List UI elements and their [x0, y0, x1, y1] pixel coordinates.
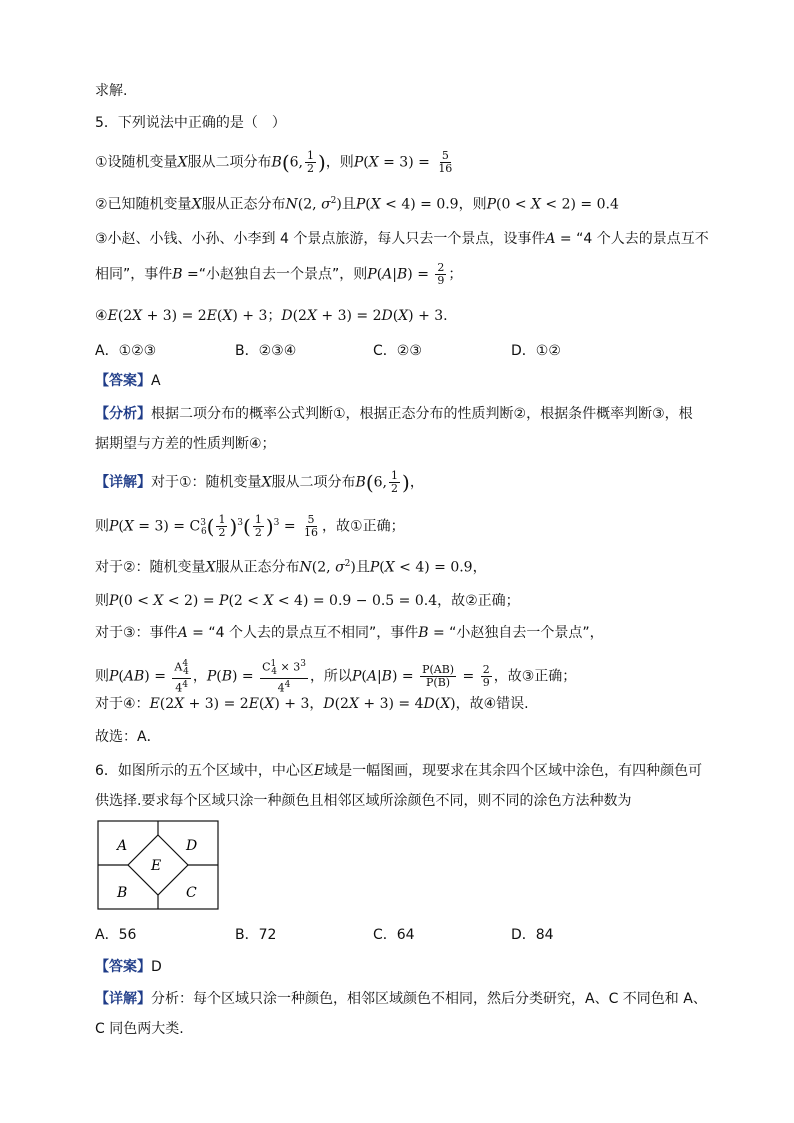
- answer-value: D: [151, 959, 162, 975]
- statement-2: ②已知随机变量X服从正态分布N(2, $\sigma^2$)且P(X < 4) = 0.9，则P(0 < X < 2) = 0.4: [95, 196, 619, 213]
- option-c[interactable]: C．64: [373, 927, 415, 943]
- text-line: 求解.: [95, 83, 128, 99]
- detail-line-3: 对于②：随机变量X服从正态分布N(2, $\sigma^2$)且P(X < 4) = 0.9，: [95, 559, 487, 576]
- question-5-stem: 5．下列说法中正确的是（ ）: [95, 115, 286, 131]
- detail-tag: 【详解】: [95, 474, 151, 491]
- answer-value: A: [151, 373, 161, 389]
- label-a: A: [117, 838, 128, 854]
- answer-line-6: [95, 956, 162, 978]
- option-d[interactable]: D．①②: [511, 343, 561, 359]
- answer-line: [95, 370, 161, 392]
- detail-line-6: 则P(AB) = $\frac{A^4_4}{4^4}$ ，P(B) = $\frac{C^1_4 \times 3^3}{4^4}$ ，所以P(A|B) = $\frac{P(AB)}{P(B)}$ = $\frac{2}{9}$ ，故③正确；: [95, 659, 577, 695]
- answer-tag: 【答案】: [95, 959, 151, 975]
- question-6-line-1: 6．如图所示的五个区域中，中心区E域是一幅图画，现要求在其余四个区域中涂色，有四种颜色可: [95, 763, 703, 779]
- label-b: B: [117, 885, 128, 901]
- option-c[interactable]: C．②③: [373, 343, 422, 359]
- statement-4: ④E(2X + 3) = 2E(X) + 3；D(2X + 3) = 2D(X) + 3.: [95, 308, 448, 324]
- label-c: C: [186, 885, 197, 901]
- detail-6-line-2: C 同色两大类.: [95, 1021, 184, 1037]
- statement-3-line-1: ③小赵、小钱、小孙、小李到 4 个景点旅游，每人只去一个景点，设事件A = “4 个人去的景点互不: [95, 231, 709, 247]
- detail-tag: 【详解】: [95, 991, 151, 1007]
- option-b[interactable]: B．②③④: [235, 343, 297, 359]
- detail-line-7: 对于④：E(2X + 3) = 2E(X) + 3，D(2X + 3) = 4D(X)，故④错误.: [95, 696, 529, 712]
- analysis-line-1: 【分析】根据二项分布的概率公式判断①，根据正态分布的性质判断②，根据条件概率判断③，根: [95, 406, 693, 422]
- option-a[interactable]: A．56: [95, 927, 137, 943]
- answer-tag: 【答案】: [95, 373, 151, 389]
- analysis-line-2: 据期望与方差的性质判断④；: [95, 436, 276, 452]
- region-diagram: [97, 820, 219, 910]
- question-5-options: [95, 340, 561, 362]
- detail-line-1: 【详解】对于①：随机变量X服从二项分布B(6, $\frac{1}{2}$ )，: [95, 469, 424, 495]
- label-e: E: [151, 858, 162, 874]
- question-6-options: [95, 924, 554, 946]
- option-a[interactable]: A．①②③: [95, 343, 157, 359]
- option-b[interactable]: B．72: [235, 927, 277, 943]
- selection-line: 故选：A．: [95, 729, 161, 745]
- label-d: D: [186, 838, 198, 854]
- analysis-tag: 【分析】: [95, 406, 151, 422]
- detail-line-4: 则P(0 < X < 2) = P(2 < X < 4) = 0.9 − 0.5 = 0.4，故②正确；: [95, 593, 520, 609]
- statement-3-line-2: 相同”，事件B =“小赵独自去一个景点”，则P(A|B) = $\frac{2}{9}$ ；: [95, 261, 463, 287]
- statement-1: ①设随机变量X服从二项分布B(6, $\frac{1}{2}$ )，则P(X = 3) = $\frac{5}{16}$: [95, 149, 453, 175]
- detail-6-line-1: 【详解】分析：每个区域只涂一种颜色，相邻区域颜色不相同，然后分类研究，A、C 不同色和 A、: [95, 991, 707, 1007]
- detail-line-5: 对于③：事件A = “4 个人去的景点互不相同”，事件B = “小赵独自去一个景点”，: [95, 625, 604, 641]
- option-d[interactable]: D．84: [511, 927, 554, 943]
- question-6-line-2: 供选择.要求每个区域只涂一种颜色且相邻区域所涂颜色不同，则不同的涂色方法种数为: [95, 793, 632, 809]
- detail-line-2: 则$P(X = 3) = C^3_6$( $\frac{1}{2}$ )$^3$( $\frac{1}{2}$ )$^3$ = $\frac{5}{16}$ ，故①正确；: [95, 513, 405, 540]
